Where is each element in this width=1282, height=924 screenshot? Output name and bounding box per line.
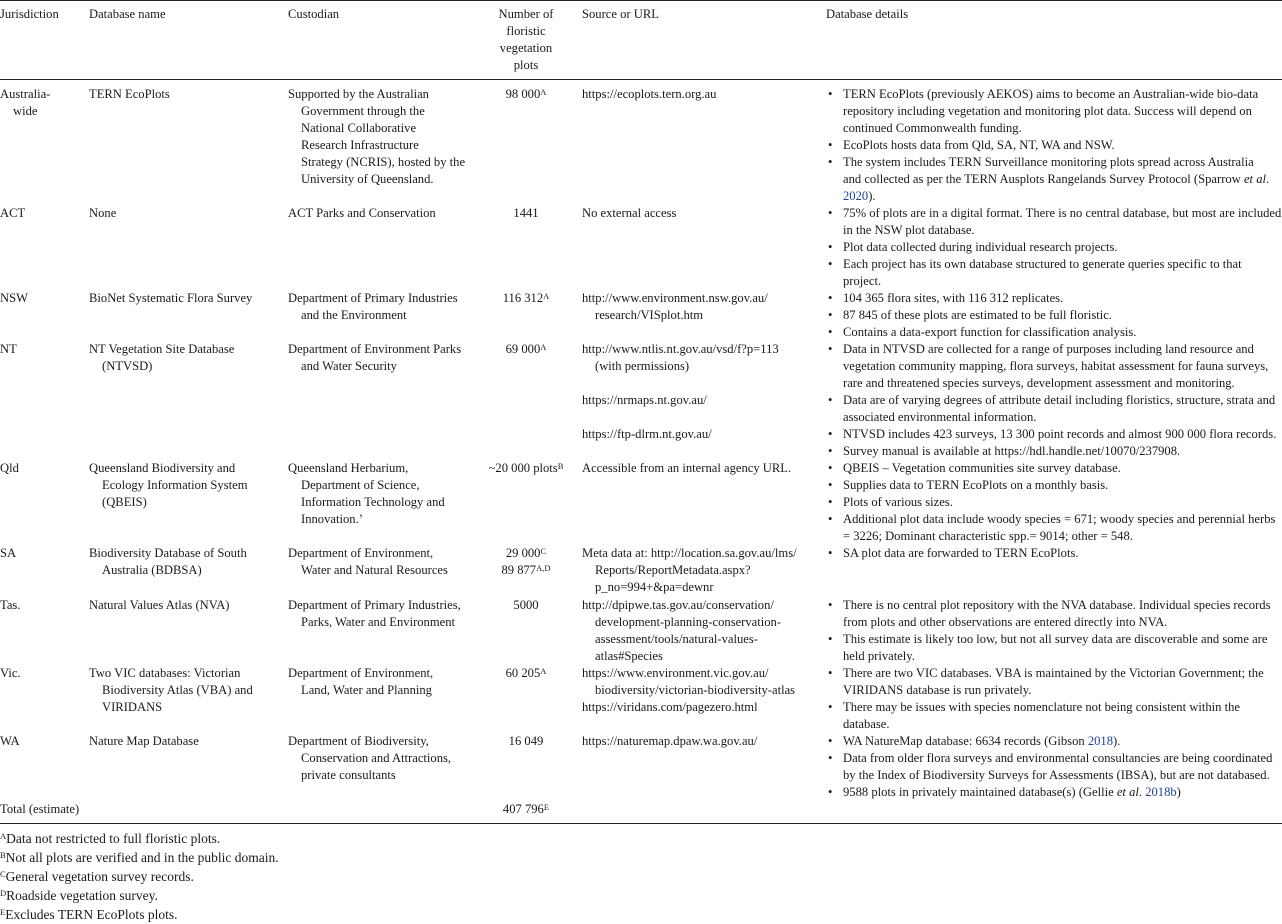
detail-line: • Data in NTVSD are collected for a range of purposes including land resource and [843, 342, 1254, 356]
table-top-rule [0, 0, 1282, 1]
database-name-line: NT Vegetation Site Database [89, 342, 235, 356]
plot-count-line [470, 665, 582, 682]
detail-bullet [826, 494, 1282, 511]
footnote-e [0, 905, 279, 924]
source-line: atlas#Species [595, 649, 663, 663]
plot-count-line [470, 205, 582, 222]
source-line: development-planning-conservation- [595, 615, 782, 629]
source-line: biodiversity/victorian-biodiversity-atlas [595, 683, 796, 697]
cell-database-name [89, 460, 248, 511]
header-plots-line: vegetation [499, 41, 553, 55]
total-label: Total (estimate) [0, 802, 80, 816]
custodian-line: and the Environment [301, 308, 407, 322]
cell-database-name [89, 733, 199, 750]
cell-custodian [288, 733, 451, 784]
cell-details [826, 205, 1282, 290]
cell-plot-count [470, 665, 582, 682]
cell-jurisdiction [0, 86, 50, 120]
database-name-line: None [89, 206, 117, 220]
jurisdiction-line: Tas. [0, 598, 21, 612]
source-line: https://nrmaps.nt.gov.au/ [582, 393, 707, 407]
footnote-b [0, 848, 279, 867]
header-plots-line: floristic [506, 24, 546, 38]
detail-line: • Data are of varying degrees of attribute detail including floristics, structure, strata and [843, 393, 1276, 407]
cell-plot-count [470, 597, 582, 614]
plot-count-value: 98 000 [505, 87, 541, 101]
reference-link[interactable]: 2018b [1145, 785, 1177, 799]
cell-database-name [89, 205, 116, 222]
source-line: http://www.ntlis.nt.gov.au/vsd/f?p=113 [582, 342, 779, 356]
source-line: Meta data at: http://location.sa.gov.au/lms/ [582, 546, 797, 560]
detail-line: by the Index of Biodiversity Surveys for Assessments (IBSA), but are not databased. [843, 768, 1270, 782]
custodian-line: Department of Environment, [288, 546, 434, 560]
database-name-line: Natural Values Atlas (NVA) [89, 598, 230, 612]
cell-plot-count [470, 341, 582, 358]
header-source: Source or URL [582, 7, 659, 21]
header-bottom-rule [0, 79, 1282, 80]
cell-custodian [288, 665, 433, 699]
plot-count-line [470, 460, 582, 477]
custodian-line: Supported by the Australian [288, 87, 429, 101]
header-plots-line: Number of [498, 7, 554, 21]
detail-bullet [826, 137, 1282, 154]
detail-bullet [826, 239, 1282, 256]
cell-custodian [288, 545, 448, 579]
jurisdiction-line: Australia- [0, 87, 51, 101]
reference-link[interactable]: 2020 [843, 189, 869, 203]
source-line: http://dpipwe.tas.gov.au/conservation/ [582, 598, 774, 612]
cell-custodian [288, 597, 461, 631]
detail-line: • Data from older flora surveys and environmental consultancies are being coordinated [843, 751, 1273, 765]
plot-count-value: 60 205 [505, 666, 541, 680]
cell-details [826, 341, 1282, 460]
header-number-of-plots [470, 6, 582, 74]
database-name-line: Ecology Information System [102, 478, 248, 492]
detail-bullet [826, 750, 1282, 784]
database-name-line: Two VIC databases: Victorian [89, 666, 241, 680]
detail-line: • QBEIS – Vegetation communities site survey database. [843, 461, 1121, 475]
detail-bullet [826, 205, 1282, 239]
plot-count-value: 16 049 [508, 734, 544, 748]
detail-line: • 104 365 flora sites, with 116 312 replicates. [843, 291, 1064, 305]
custodian-line: Water and Natural Resources [301, 563, 448, 577]
total-footnote-mark: E [543, 802, 550, 812]
footnote-mark: B [0, 850, 6, 860]
detail-line: • There is no central plot repository with the NVA database. Individual species records [843, 598, 1271, 612]
database-name-line: (QBEIS) [102, 495, 147, 509]
jurisdiction-line: wide [13, 104, 38, 118]
cell-jurisdiction [0, 665, 21, 682]
jurisdiction-line: SA [0, 546, 17, 560]
jurisdiction-line: Qld [0, 461, 19, 475]
jurisdiction-line: Vic. [0, 666, 21, 680]
database-name-line: (NTVSD) [102, 359, 153, 373]
cell-details [826, 733, 1282, 801]
detail-bullet [826, 477, 1282, 494]
header-details: Database details [826, 7, 909, 21]
total-value [470, 801, 582, 818]
detail-line: rare and threatened species surveys, development assessment and monitoring. [843, 376, 1235, 390]
detail-line: associated environmental information. [843, 410, 1037, 424]
detail-bullet [826, 545, 1282, 562]
detail-line: • There are two VIC databases. VBA is maintained by the Victorian Government; the [843, 666, 1264, 680]
footnote-d [0, 886, 279, 905]
custodian-line: Department of Biodiversity, [288, 734, 429, 748]
custodian-line: private consultants [301, 768, 396, 782]
custodian-line: Innovation.’ [301, 512, 363, 526]
header-plots-line: plots [513, 58, 539, 72]
cell-jurisdiction [0, 597, 20, 614]
custodian-line: University of Queensland. [301, 172, 434, 186]
plot-footnote-mark: A [543, 291, 550, 301]
detail-bullet [826, 631, 1282, 665]
cell-source [582, 733, 757, 750]
custodian-line: Department of Primary Industries [288, 291, 458, 305]
detail-line: • There may be issues with species nomenclature not being consistent within the [843, 700, 1240, 714]
plot-count-line [470, 86, 582, 103]
detail-bullet [826, 256, 1282, 290]
plot-footnote-mark: A,D [536, 563, 551, 573]
source-line: http://www.environment.nsw.gov.au/ [582, 291, 768, 305]
footnote-mark: C [0, 869, 6, 879]
detail-line: and collected as per the TERN Ausplots Rangelands Survey Protocol (Sparrow et al. [843, 172, 1270, 186]
custodian-line: Queensland Herbarium, [288, 461, 409, 475]
custodian-line: Research Infrastructure [301, 138, 419, 152]
plot-count-value: ~20 000 plots [488, 461, 558, 475]
cell-database-name [89, 290, 252, 307]
cell-custodian [288, 86, 465, 188]
source-line: Reports/ReportMetadata.aspx? [595, 563, 751, 577]
custodian-line: Information Technology and [301, 495, 445, 509]
detail-line: • This estimate is likely too low, but not all survey data are discoverable and some are [843, 632, 1268, 646]
reference-link[interactable]: 2018 [1087, 734, 1113, 748]
source-line: https://viridans.com/pagezero.html [582, 700, 758, 714]
detail-line: • Survey manual is available at https://hdl.handle.net/10070/237908. [843, 444, 1181, 458]
custodian-line: Conservation and Attractions, [301, 751, 452, 765]
detail-line: • Plot data collected during individual research projects. [843, 240, 1118, 254]
source-line: (with permissions) [595, 359, 690, 373]
cell-plot-count [470, 545, 582, 579]
footnote-mark: A [0, 831, 7, 841]
database-name-line: Australia (BDBSA) [102, 563, 202, 577]
detail-bullet [826, 443, 1282, 460]
cell-source [582, 665, 795, 716]
header-database-name: Database name [89, 7, 166, 21]
cell-jurisdiction [0, 341, 17, 358]
cell-source [582, 545, 797, 596]
detail-line: VIRIDANS database is run privately. [843, 683, 1032, 697]
cell-jurisdiction [0, 205, 25, 222]
cell-source [582, 460, 791, 477]
cell-plot-count [470, 86, 582, 103]
detail-bullet [826, 784, 1282, 801]
source-line [582, 375, 779, 392]
detail-line: • The system includes TERN Surveillance monitoring plots spread across Australia [843, 155, 1254, 169]
custodian-line: National Collaborative [301, 121, 417, 135]
source-line [582, 409, 779, 426]
detail-line: • Each project has its own database structured to generate queries specific to that [843, 257, 1242, 271]
detail-line: • Plots of various sizes. [843, 495, 953, 509]
detail-bullet [826, 341, 1282, 392]
cell-database-name [89, 341, 234, 375]
plot-footnote-mark: A [540, 666, 547, 676]
detail-bullet [826, 324, 1282, 341]
detail-line: • SA plot data are forwarded to TERN EcoPlots. [843, 546, 1079, 560]
cell-database-name [89, 545, 247, 579]
cell-jurisdiction [0, 460, 19, 477]
plot-count-value: 69 000 [505, 342, 541, 356]
footnote-mark: E [0, 907, 6, 917]
detail-bullet [826, 460, 1282, 477]
custodian-line: Department of Environment Parks [288, 342, 462, 356]
cell-source [582, 86, 716, 103]
detail-line: • Additional plot data include woody species = 671; woody species and perennial herbs [843, 512, 1276, 526]
cell-custodian [288, 341, 461, 375]
source-line: https://ecoplots.tern.org.au [582, 87, 717, 101]
source-line: https://naturemap.dpaw.wa.gov.au/ [582, 734, 758, 748]
footnote-text: Data not restricted to full floristic plots. [6, 831, 221, 846]
cell-database-name [89, 597, 230, 614]
cell-details [826, 290, 1282, 341]
source-line: https://www.environment.vic.gov.au/ [582, 666, 769, 680]
database-name-line: Biodiversity Atlas (VBA) and [102, 683, 253, 697]
detail-bullet [826, 290, 1282, 307]
cell-custodian [288, 290, 458, 324]
cell-details [826, 86, 1282, 205]
database-name-line: VIRIDANS [102, 700, 163, 714]
plot-count-line [470, 562, 582, 579]
detail-line: • Contains a data-export function for classification analysis. [843, 325, 1137, 339]
footnote-a [0, 829, 279, 848]
source-line: No external access [582, 206, 677, 220]
plot-count-line [470, 290, 582, 307]
database-name-line: Queensland Biodiversity and [89, 461, 236, 475]
detail-line: database. [843, 717, 890, 731]
jurisdiction-line: ACT [0, 206, 26, 220]
cell-custodian [288, 205, 436, 222]
table-bottom-rule [0, 823, 1282, 824]
custodian-line: Land, Water and Planning [301, 683, 432, 697]
plot-count-value: 29 000 [505, 546, 541, 560]
custodian-line: Strategy (NCRIS), hosted by the [301, 155, 466, 169]
custodian-line: Parks, Water and Environment [301, 615, 456, 629]
plot-footnote-mark: A [540, 342, 547, 352]
cell-details [826, 545, 1282, 562]
footnote-text: Roadside vegetation survey. [6, 888, 158, 903]
detail-line: • 87 845 of these plots are estimated to be full floristic. [843, 308, 1112, 322]
plot-count-value: 116 312 [502, 291, 544, 305]
cell-plot-count [470, 290, 582, 307]
custodian-line: Department of Primary Industries, [288, 598, 461, 612]
cell-source [582, 205, 676, 222]
plot-footnote-mark: A [540, 87, 547, 97]
detail-line: • NTVSD includes 423 surveys, 13 300 point records and almost 900 000 flora records. [843, 427, 1277, 441]
database-name-line: TERN EcoPlots [89, 87, 170, 101]
detail-bullet [826, 699, 1282, 733]
cell-source [582, 290, 768, 324]
plot-count-line [470, 733, 582, 750]
footnote-text: Excludes TERN EcoPlots plots. [5, 907, 178, 922]
cell-jurisdiction [0, 733, 20, 750]
total-number: 407 796 [502, 802, 544, 816]
custodian-line: Department of Environment, [288, 666, 434, 680]
custodian-line: Government through the [301, 104, 425, 118]
footnotes [0, 829, 279, 924]
plot-count-value: 1441 [513, 206, 539, 220]
cell-source [582, 341, 779, 443]
cell-jurisdiction [0, 290, 28, 307]
cell-database-name [89, 86, 170, 103]
plot-footnote-mark: C [540, 546, 547, 556]
detail-bullet [826, 511, 1282, 545]
database-name-line: BioNet Systematic Flora Survey [89, 291, 253, 305]
detail-bullet [826, 597, 1282, 631]
header-custodian: Custodian [288, 7, 340, 21]
detail-line: • TERN EcoPlots (previously AEKOS) aims to become an Australian-wide bio-data [843, 87, 1259, 101]
source-line: https://ftp-dlrm.nt.gov.au/ [582, 427, 712, 441]
detail-bullet [826, 307, 1282, 324]
source-line: p_no=994+&pa=dewnr [595, 580, 714, 594]
cell-details [826, 597, 1282, 665]
cell-source [582, 597, 781, 665]
detail-line: repository including vegetation and monitoring plot data. Success will depend on [843, 104, 1252, 118]
footnote-c [0, 867, 279, 886]
jurisdiction-line: WA [0, 734, 20, 748]
jurisdiction-line: NT [0, 342, 17, 356]
detail-bullet [826, 392, 1282, 426]
plot-footnote-mark: B [557, 461, 564, 471]
detail-line: held privately. [843, 649, 915, 663]
custodian-line: and Water Security [301, 359, 397, 373]
cell-custodian [288, 460, 445, 528]
detail-line: in the NSW plot database. [843, 223, 975, 237]
database-name-line: Nature Map Database [89, 734, 199, 748]
cell-details [826, 665, 1282, 733]
footnote-text: Not all plots are verified and in the public domain. [5, 850, 279, 865]
cell-details [826, 460, 1282, 545]
source-line: research/VISplot.htm [595, 308, 704, 322]
detail-line: • WA NatureMap database: 6634 records (Gibson 2018). [843, 734, 1121, 748]
footnote-text: General vegetation survey records. [5, 869, 194, 884]
detail-line: • 75% of plots are in a digital format. There is no central database, but most are included [843, 206, 1282, 220]
detail-line: • EcoPlots hosts data from Qld, SA, NT, WA and NSW. [843, 138, 1115, 152]
plot-count-line [470, 341, 582, 358]
custodian-line: ACT Parks and Conservation [288, 206, 436, 220]
plot-count-value: 89 877 [501, 563, 537, 577]
detail-line: from plots and other observations are entered directly into NVA. [843, 615, 1168, 629]
plot-count-value: 5000 [513, 598, 539, 612]
jurisdiction-line: NSW [0, 291, 28, 305]
source-line: assessment/tools/natural-values- [595, 632, 758, 646]
detail-line: • Supplies data to TERN EcoPlots on a monthly basis. [843, 478, 1109, 492]
detail-bullet [826, 426, 1282, 443]
detail-line: • 9588 plots in privately maintained database(s) (Gellie et al. 2018b) [843, 785, 1181, 799]
cell-plot-count [470, 205, 582, 222]
cell-jurisdiction [0, 545, 16, 562]
cell-plot-count [470, 733, 582, 750]
detail-bullet [826, 665, 1282, 699]
custodian-line: Department of Science, [301, 478, 420, 492]
detail-line: project. [843, 274, 882, 288]
detail-bullet [826, 733, 1282, 750]
cell-plot-count [470, 460, 582, 477]
detail-line: 2020). [843, 189, 876, 203]
plot-count-line [470, 545, 582, 562]
detail-line: = 3226; Dominant characteristic spp.= 9014; other = 548. [843, 529, 1133, 543]
detail-bullet [826, 86, 1282, 137]
header-jurisdiction: Jurisdiction [0, 7, 59, 21]
plot-count-line [470, 597, 582, 614]
footnote-mark: D [0, 888, 7, 898]
cell-database-name [89, 665, 253, 716]
detail-line: continued Commonwealth funding. [843, 121, 1022, 135]
detail-bullet [826, 154, 1282, 205]
database-name-line: Biodiversity Database of South [89, 546, 247, 560]
source-line: Accessible from an internal agency URL. [582, 461, 792, 475]
detail-line: vegetation community mapping, flora surveys, habitat assessment for fauna surveys, [843, 359, 1269, 373]
